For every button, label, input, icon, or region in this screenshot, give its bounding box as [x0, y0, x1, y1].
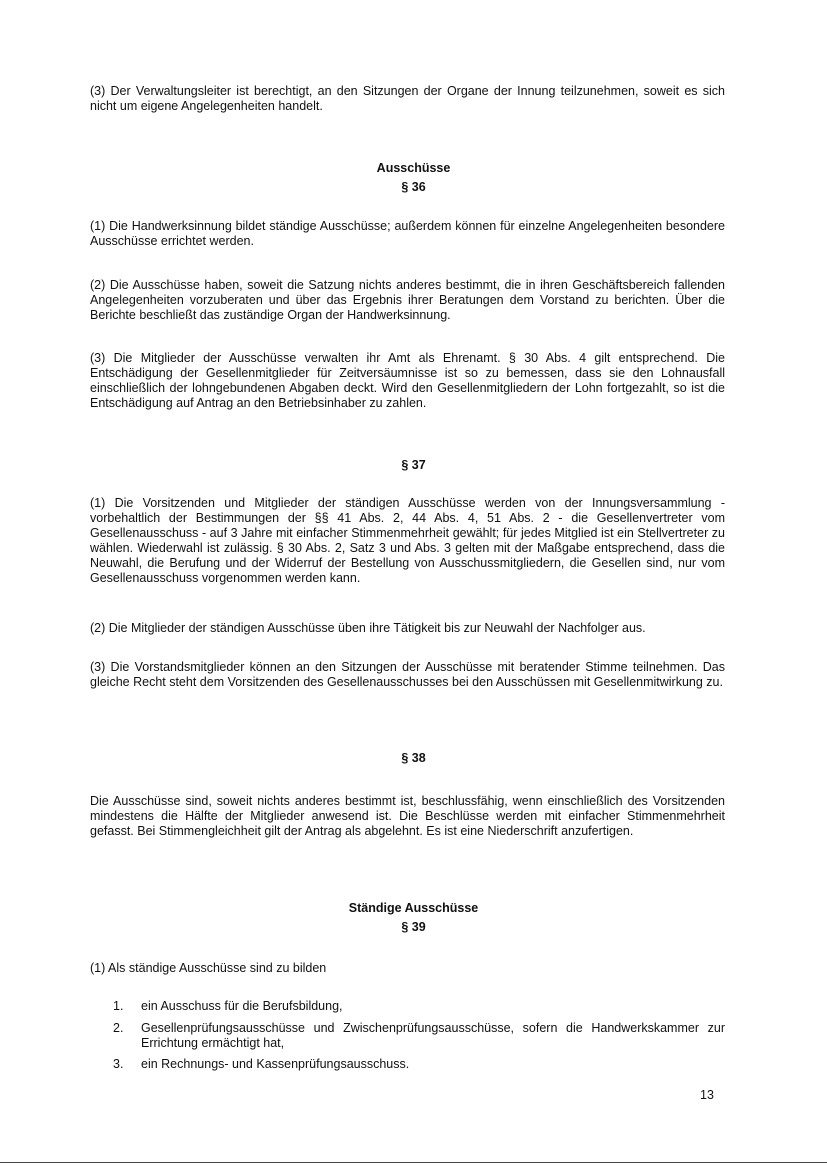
paragraph-37-1: (1) Die Vorsitzenden und Mitglieder der ständigen Ausschüsse werden von der Innungsversammlung - vorbehaltlich der Bestimmungen der §§ 41 Abs. 2, 44 Abs. 4, 51 Abs. 2 - die Gesellenvertreter vom Gesellenausschuss - auf 3 Jahre mit einfacher Stimmenmehrheit gewählt; für jedes Mitglied ist ein Stellvertreter zu wählen. Wiederwahl ist zulässig. § 30 Abs. 2, Satz 3 und Abs. 3 gelten mit der Maßgabe entsprechend, dass die Neuwahl, die Berufung und der Widerruf der Bestellung von Ausschussmitgliedern, die Gesellen sind, nur vom Gesellenausschuss vorgenommen werden kann.	[90, 496, 725, 585]
paragraph-39-1: (1) Als ständige Ausschüsse sind zu bilden	[90, 961, 327, 975]
list-item-number: 2.	[113, 1021, 124, 1035]
list-item	[113, 1057, 725, 1072]
paragraph-36-1: (1) Die Handwerksinnung bildet ständige Ausschüsse; außerdem können für einzelne Angelegenheiten besondere Ausschüsse errichtet werden.	[90, 219, 725, 248]
list-item-text: ein Ausschuss für die Berufsbildung,	[141, 999, 343, 1013]
list-item-text: Gesellenprüfungsausschüsse und Zwischenprüfungsausschüsse, sofern die Handwerkskammer zur Errichtung ermächtigt hat,	[141, 1021, 725, 1050]
list-item-number: 3.	[113, 1057, 124, 1071]
paragraph-38: Die Ausschüsse sind, soweit nichts anderes bestimmt ist, beschlussfähig, wenn einschließlich des Vorsitzenden mindestens die Hälfte der Mitglieder anwesend ist. Die Beschlüsse werden mit einfacher Stimmenmehrheit gefasst. Bei Stimmengleichheit gilt der Antrag als abgelehnt. Es ist eine Niederschrift anzufertigen.	[90, 794, 725, 838]
section-number-36: § 36	[401, 180, 426, 194]
section-number-38: § 38	[401, 751, 426, 765]
section-number-37: § 37	[401, 458, 426, 472]
paragraph-36-3: (3) Die Mitglieder der Ausschüsse verwalten ihr Amt als Ehrenamt. § 30 Abs. 4 gilt entsprechend. Die Entschädigung der Gesellenmitglieder für Zeitversäumnisse ist so zu bemessen, dass sie den Lohnausfall einschließlich der lohngebundenen Abgaben deckt. Wird den Gesellenmitgliedern der Lohn fortgezahlt, so ist die Entschädigung auf Antrag an den Betriebsinhaber zu zahlen.	[90, 351, 725, 410]
section-number-39: § 39	[401, 920, 426, 934]
list-item	[113, 999, 725, 1014]
paragraph-36-2: (2) Die Ausschüsse haben, soweit die Satzung nichts anderes bestimmt, die in ihren Geschäftsbereich fallenden Angelegenheiten vorzuberaten und über das Ergebnis ihrer Beratungen dem Vorstand zu berichten. Über die Berichte beschließt das zuständige Organ der Handwerksinnung.	[90, 278, 725, 322]
page-number: 13	[700, 1088, 714, 1102]
list-item	[113, 1021, 725, 1051]
paragraph-35-3: (3) Der Verwaltungsleiter ist berechtigt, an den Sitzungen der Organe der Innung teilzunehmen, soweit es sich nicht um eigene Angelegenheiten handelt.	[90, 84, 725, 113]
section-title-ausschuesse: Ausschüsse	[376, 161, 451, 175]
list-item-text: ein Rechnungs- und Kassenprüfungsausschuss.	[141, 1057, 410, 1071]
paragraph-37-2: (2) Die Mitglieder der ständigen Ausschüsse üben ihre Tätigkeit bis zur Neuwahl der Nachfolger aus.	[90, 621, 646, 635]
footer-divider	[0, 1162, 827, 1163]
paragraph-37-3: (3) Die Vorstandsmitglieder können an den Sitzungen der Ausschüsse mit beratender Stimme teilnehmen. Das gleiche Recht steht dem Vorsitzenden des Gesellenausschusses bei den Ausschüssen mit Gesellenmitwirkung zu.	[90, 660, 725, 689]
list-item-number: 1.	[113, 999, 124, 1013]
section-title-staendige-ausschuesse: Ständige Ausschüsse	[348, 901, 479, 915]
